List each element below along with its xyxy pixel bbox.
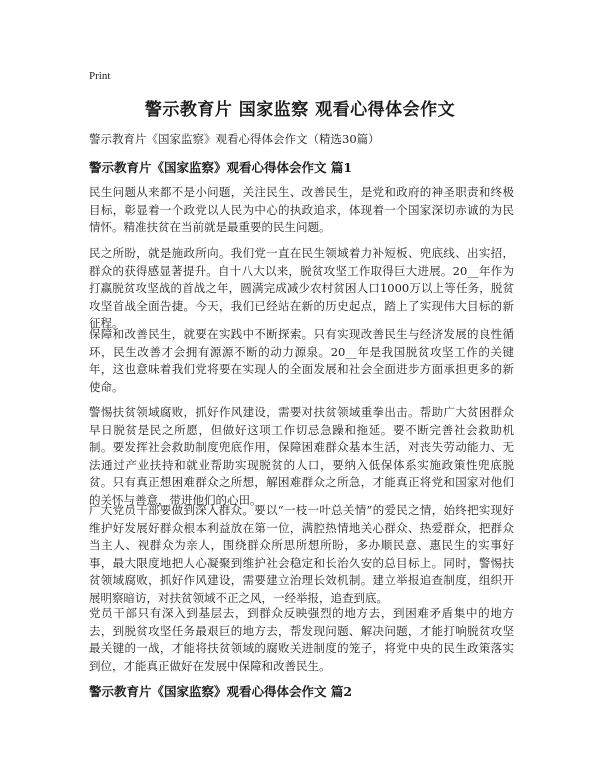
page-subtitle: 警示教育片《国家监察》观看心得体会作文（精选30篇） [89,132,380,146]
paragraph: 警惕扶贫领域腐败，抓好作风建设，需要对扶贫领域重拳出击。帮助广大贫困群众早日脱贫是民之所愿，但做好这项工作切忌急躁和拖延。要不断完善社会救助机制。要发挥社会救助制度兜底作用，保障困难群众基本生活，对丧失劳动能力、无法通过产业扶持和就业帮助实现脱贫的人口，要纳入低保体系实施政策性兜底脱贫。只有真正想困难群众之所想，解困难群众之所急，才能真正将党和国家对他们的关怀与善意，带进他们的心田。 [89,405,514,507]
section-heading-1: 警示教育片《国家监察》观看心得体会作文 篇1 [89,160,353,175]
page-title: 警示教育片 国家监察 观看心得体会作文 [144,100,456,120]
section-heading-2: 警示教育片《国家监察》观看心得体会作文 篇2 [89,684,353,699]
paragraph: 民之所盼，就是施政所向。我们党一直在民生领域着力补短板、兜底线、出实招，群众的获得感显著提升。自十八大以来，脱贫攻坚工作取得巨大进展。20__年作为打赢脱贫攻坚战的首战之年，圆满完成减少农村贫困人口1000万以上等任务，脱贫攻坚首战全面告捷。今天，我们已经站在新的历史起点，踏上了实现伟大目标的新征程。 [89,246,514,330]
print-link[interactable]: Print [89,70,111,82]
paragraph: 党员干部只有深入到基层去，到群众反映强烈的地方去，到困难矛盾集中的地方去，到脱贫攻坚任务最艰巨的地方去，帮发现问题、解决问题，才能打响脱贫攻坚最关键的一战，才能将扶贫领域的腐败关进制度的笼子，将党中央的民生政策落实到位，才能真正做好在发展中保障和改善民生。 [89,606,514,673]
paragraph: 民生问题从来都不是小问题，关注民生、改善民生，是党和政府的神圣职责和终极目标，彰显着一个政党以人民为中心的执政追求，体现着一个国家深切赤诚的为民情怀。精准扶贫在当前就是最重要的民生问题。 [89,185,514,234]
paragraph: 广大党员干部要做到深入群众。要以“一枝一叶总关情”的爱民之情，始终把实现好维护好发展好群众根本利益放在第一位，满腔热情地关心群众、热爱群众，把群众当主人、视群众为亲人，围绕群众所思所想所盼，多办顺民意、惠民生的实事好事，最大限度地把人心凝聚到维护社会稳定和长治久安的总目标上。同时，警惕扶贫领域腐败，抓好作风建设，需要建立治理长效机制。建立举报追查制度，组织开展明察暗访，对扶贫领域不正之风，一经举报，追查到底。 [89,503,514,605]
paragraph: 保障和改善民生，就要在实践中不断探索。只有实现改善民生与经济发展的良性循环，民生改善才会拥有源源不断的动力源泉。20__年是我国脱贫攻坚工作的关键年，这也意味着我们党将要在实现人的全面发展和社会全面进步方面承担更多的新使命。 [89,327,514,394]
